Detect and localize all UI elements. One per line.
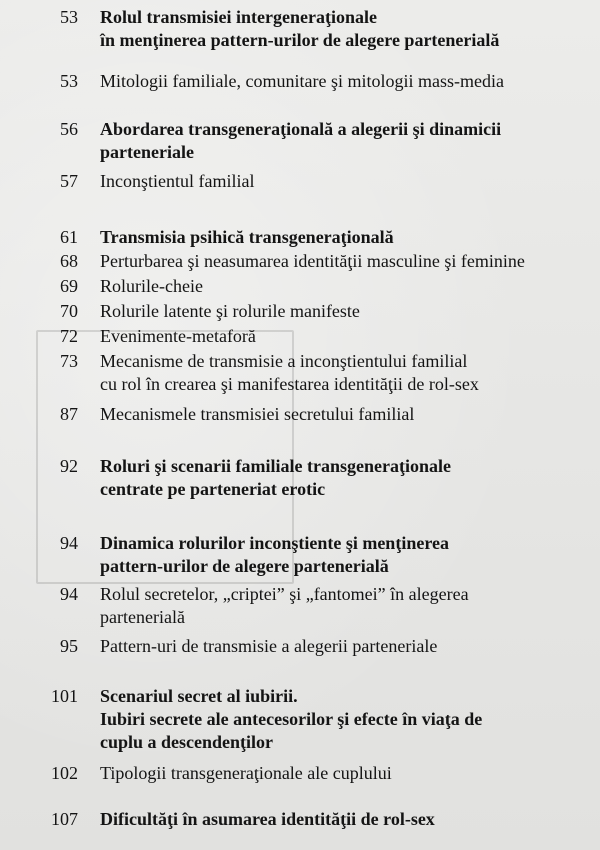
toc-chapter-title bbox=[100, 685, 595, 754]
toc-page-number: 94 bbox=[60, 584, 78, 604]
toc-title-line: Mecanisme de transmisie a inconştientului familial bbox=[100, 351, 468, 371]
toc-title-line: Mitologii familiale, comunitare şi mitologii mass-media bbox=[100, 71, 504, 91]
toc-page-number: 94 bbox=[60, 533, 78, 553]
toc-page-number: 61 bbox=[60, 227, 78, 247]
toc-page-number: 87 bbox=[60, 404, 78, 424]
toc-title-line: Dinamica rolurilor inconştiente şi menţinerea bbox=[100, 533, 449, 553]
toc-section-title bbox=[100, 325, 595, 348]
toc-section-title bbox=[100, 250, 595, 273]
toc-title-line: Abordarea transgeneraţională a alegerii şi dinamicii bbox=[100, 119, 502, 139]
toc-page-number: 92 bbox=[60, 456, 78, 476]
toc-chapter-title bbox=[100, 808, 595, 831]
toc-chapter-title bbox=[100, 6, 595, 52]
toc-page-number: 53 bbox=[60, 7, 78, 27]
toc-section-title bbox=[100, 275, 595, 298]
toc-chapter-title bbox=[100, 455, 595, 501]
toc-section-title bbox=[100, 583, 595, 629]
toc-section-title bbox=[100, 403, 595, 426]
toc-page-number: 56 bbox=[60, 119, 78, 139]
toc-title-line: centrate pe parteneriat erotic bbox=[100, 479, 326, 499]
toc-title-line: cu rol în crearea şi manifestarea identităţii de rol-sex bbox=[100, 374, 479, 394]
toc-chapter-title bbox=[100, 226, 595, 249]
toc-title-line: Rolul secretelor, „criptei” şi „fantomei” în alegerea bbox=[100, 584, 469, 604]
toc-title-line: în menţinerea pattern-urilor de alegere partenerială bbox=[100, 30, 500, 50]
toc-page-number: 68 bbox=[60, 251, 78, 271]
toc-page-number: 73 bbox=[60, 351, 78, 371]
toc-title-line: partenerială bbox=[100, 607, 185, 627]
toc-title-line: parteneriale bbox=[100, 142, 194, 162]
toc-title-line: Inconştientul familial bbox=[100, 171, 255, 191]
toc-page-number: 69 bbox=[60, 276, 78, 296]
toc-section-title bbox=[100, 350, 595, 396]
toc-page-number: 53 bbox=[60, 71, 78, 91]
toc-title-line: Pattern-uri de transmisie a alegerii parteneriale bbox=[100, 636, 438, 656]
toc-title-line: Rolul transmisiei intergeneraţionale bbox=[100, 7, 377, 27]
toc-title-line: Roluri şi scenarii familiale transgeneraţionale bbox=[100, 456, 451, 476]
toc-title-line: cuplu a descendenţilor bbox=[100, 732, 274, 752]
toc-section-title bbox=[100, 300, 595, 323]
toc-section-title bbox=[100, 70, 595, 93]
toc-page-number: 70 bbox=[60, 301, 78, 321]
toc-title-line: Rolurile latente şi rolurile manifeste bbox=[100, 301, 360, 321]
toc-page-number: 95 bbox=[60, 636, 78, 656]
toc-title-line: Evenimente-metaforă bbox=[100, 326, 256, 346]
toc-section-title bbox=[100, 170, 595, 193]
toc-title-line: Dificultăţi în asumarea identităţii de rol-sex bbox=[100, 809, 435, 829]
toc-chapter-title bbox=[100, 118, 595, 164]
toc-title-line: Scenariul secret al iubirii. bbox=[100, 686, 298, 706]
toc-title-line: Rolurile-cheie bbox=[100, 276, 203, 296]
toc-section-title bbox=[100, 762, 595, 785]
toc-page-number: 72 bbox=[60, 326, 78, 346]
toc-title-line: pattern-urilor de alegere partenerială bbox=[100, 556, 389, 576]
toc-title-line: Iubiri secrete ale antecesorilor şi efecte în viaţa de bbox=[100, 709, 483, 729]
toc-title-line: Tipologii transgeneraţionale ale cuplului bbox=[100, 763, 392, 783]
toc-page-number: 107 bbox=[51, 809, 78, 829]
toc-page-number: 57 bbox=[60, 171, 78, 191]
toc-title-line: Perturbarea şi neasumarea identităţii masculine şi feminine bbox=[100, 251, 525, 271]
toc-title-line: Transmisia psihică transgeneraţională bbox=[100, 227, 394, 247]
toc-section-title bbox=[100, 635, 595, 658]
toc-chapter-title bbox=[100, 532, 595, 578]
toc-page-number: 102 bbox=[51, 763, 78, 783]
toc-page-number: 101 bbox=[51, 686, 78, 706]
toc-title-line: Mecanismele transmisiei secretului familial bbox=[100, 404, 415, 424]
